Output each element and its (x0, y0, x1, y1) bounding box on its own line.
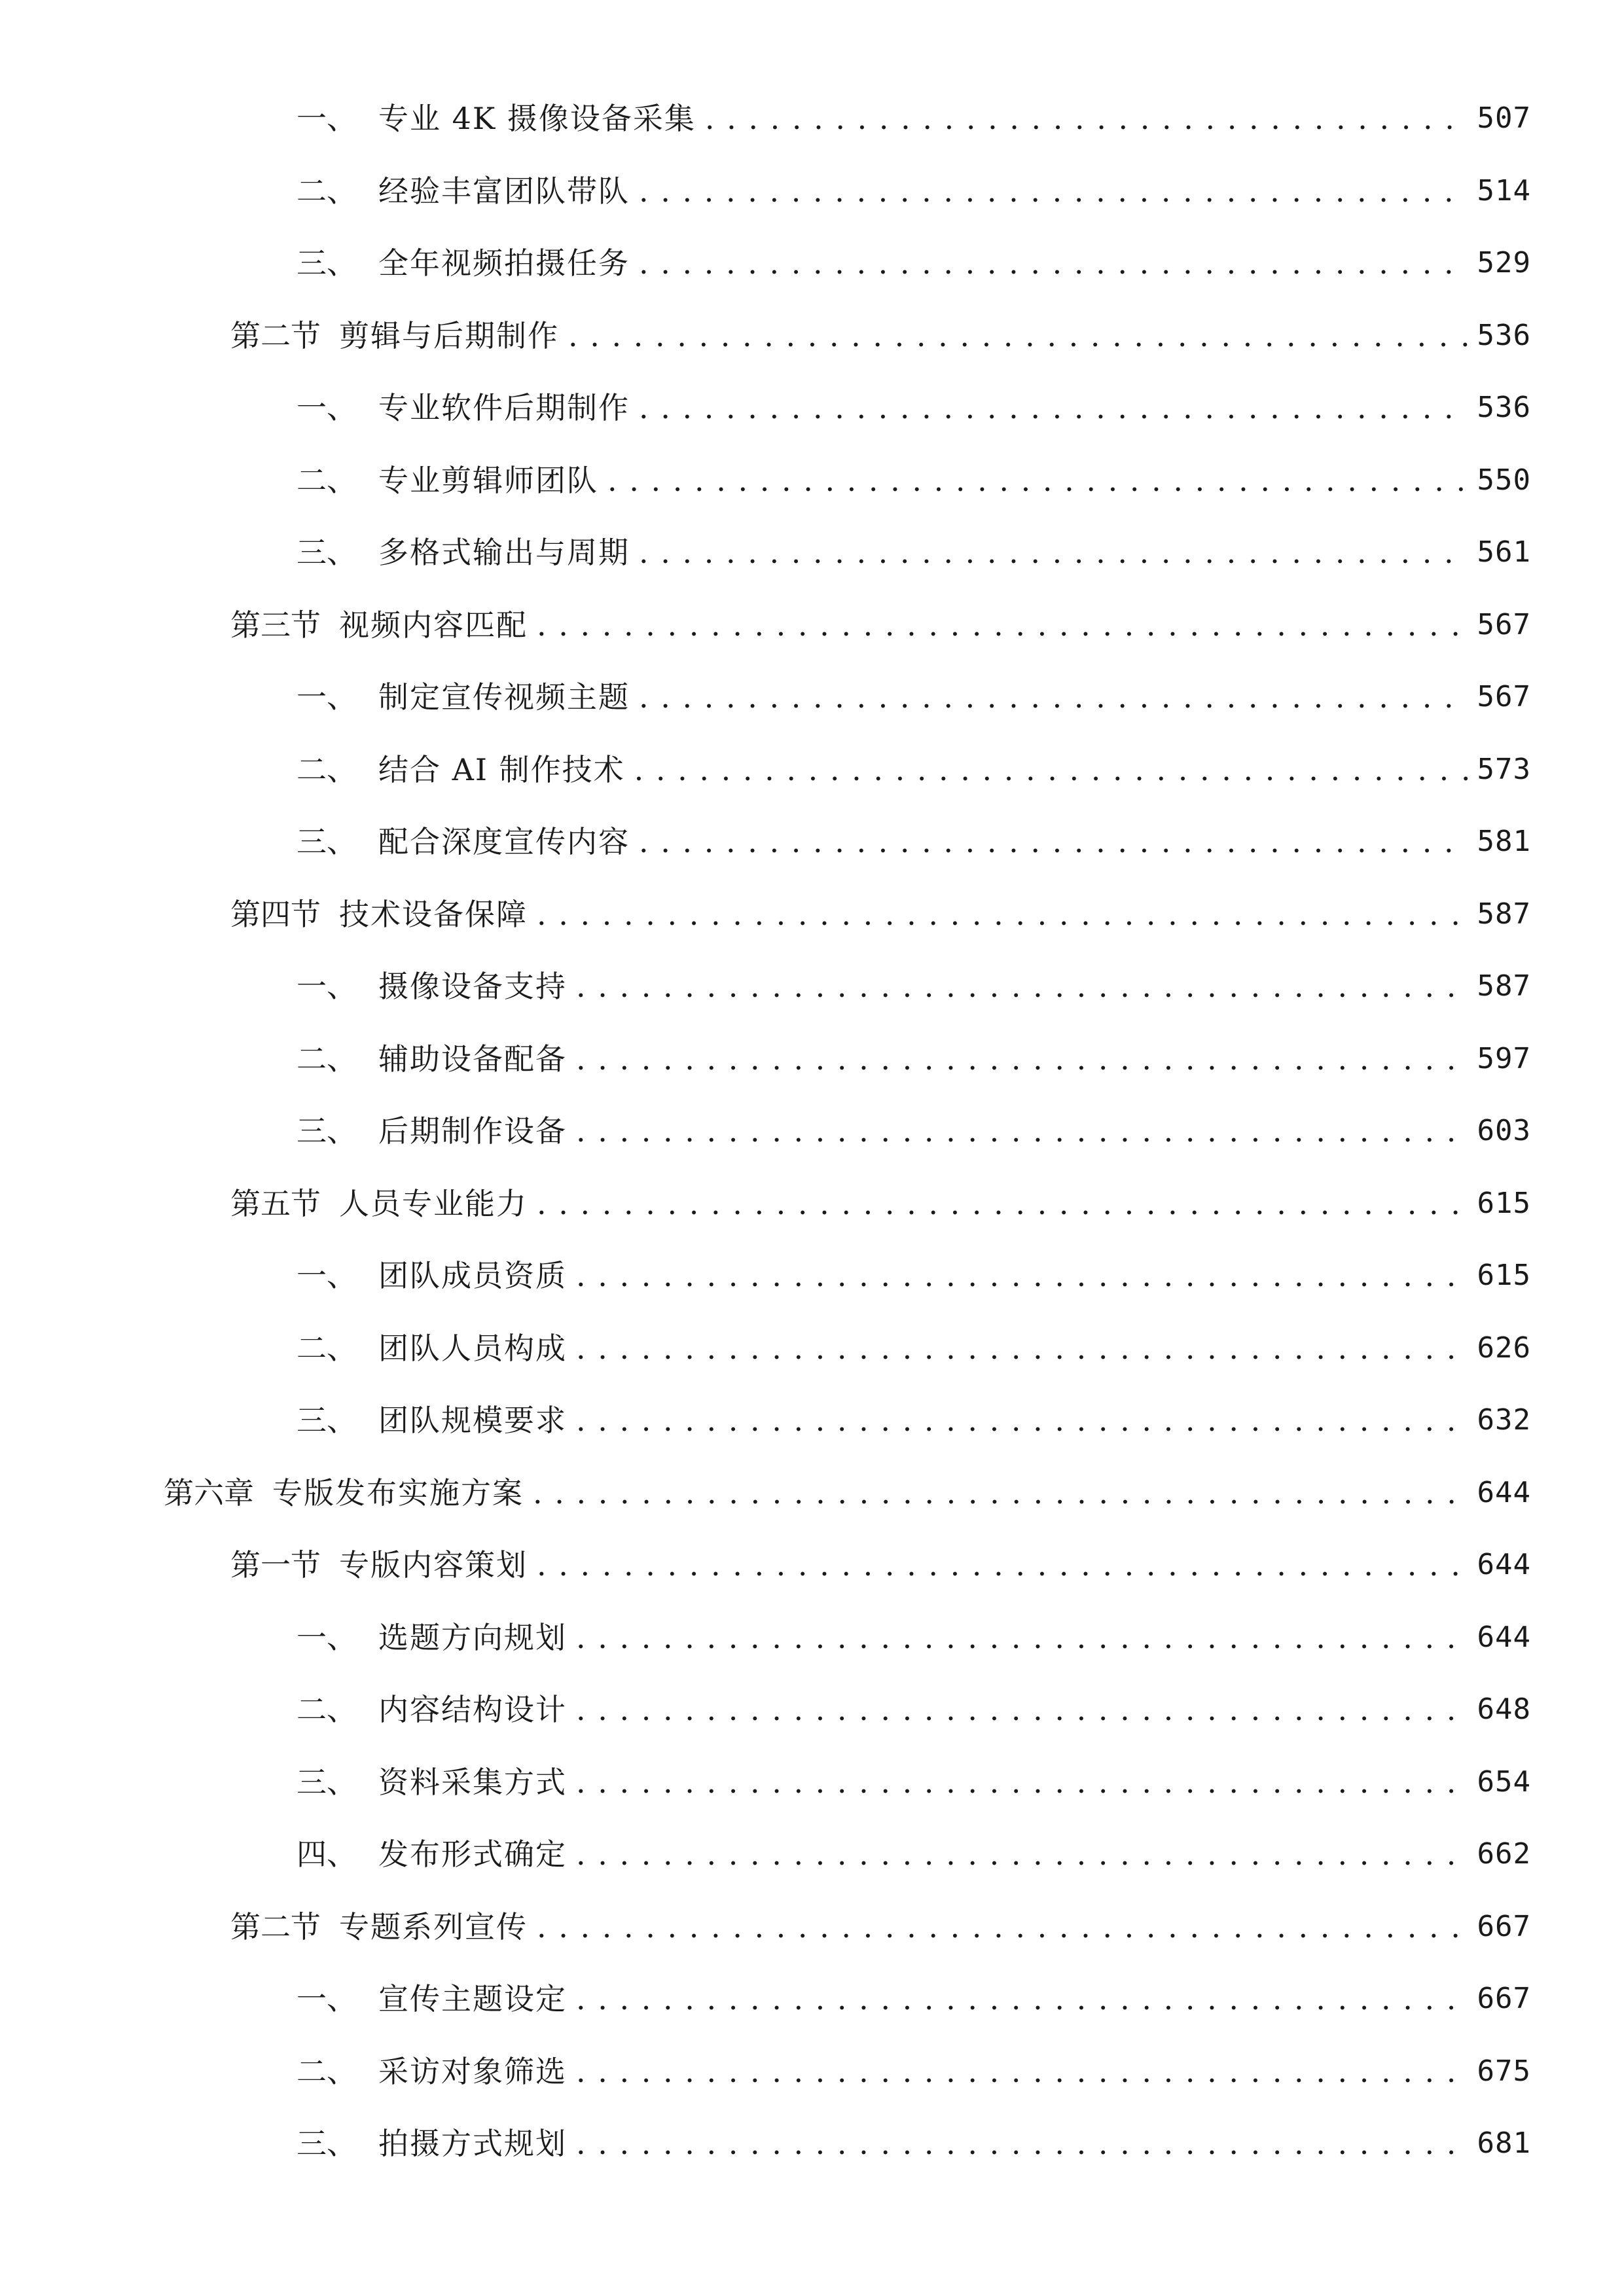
toc-dot-leader (639, 671, 1468, 723)
toc-entry-number: 三、 (297, 2126, 357, 2161)
toc-dot-leader (533, 1467, 1468, 1519)
toc-entry-title: 宣传主题设定 (378, 1981, 567, 2017)
toc-entry[interactable] (0, 1249, 1531, 1302)
toc-entry-title: 后期制作设备 (378, 1113, 567, 1149)
toc-section-page: 644 (1477, 1548, 1531, 1581)
toc-entry-page: 573 (1477, 753, 1531, 786)
toc-entry-number: 一、 (297, 1620, 357, 1655)
toc-dot-leader (576, 1105, 1468, 1157)
toc-dot-leader (639, 237, 1468, 289)
toc-entry-page: 662 (1477, 1837, 1531, 1871)
toc-dot-leader (576, 1973, 1468, 2025)
toc-entry[interactable] (0, 1394, 1531, 1446)
toc-dot-leader (576, 2045, 1468, 2098)
toc-dot-leader (576, 1828, 1468, 1880)
toc-entry-number: 二、 (297, 752, 357, 787)
toc-entry[interactable] (0, 454, 1531, 507)
toc-entry-page: 667 (1477, 1982, 1531, 2015)
toc-entry-number: 三、 (297, 535, 357, 570)
toc-entry[interactable] (0, 92, 1531, 145)
toc-section-title: 剪辑与后期制作 (339, 318, 559, 353)
toc-entry-number: 二、 (297, 1041, 357, 1077)
toc-entry-page: 675 (1477, 2054, 1531, 2088)
toc-entry-title: 采访对象筛选 (378, 2054, 567, 2089)
toc-section-number: 第五节 (230, 1186, 321, 1221)
toc-entry-title: 内容结构设计 (378, 1692, 567, 1727)
toc-entry-title: 经验丰富团队带队 (378, 173, 630, 209)
toc-entry-number: 三、 (297, 1113, 357, 1149)
toc-entry-number: 三、 (297, 1403, 357, 1438)
toc-entry-title: 结合 AI 制作技术 (378, 752, 625, 787)
toc-entry[interactable] (0, 382, 1531, 434)
toc-dot-leader (639, 382, 1468, 434)
toc-entry[interactable] (0, 1683, 1531, 1736)
toc-entry-page: 561 (1477, 535, 1531, 569)
toc-dot-leader (537, 599, 1468, 651)
toc-entry[interactable] (0, 2117, 1531, 2170)
toc-entry-number: 二、 (297, 173, 357, 209)
toc-dot-leader (705, 92, 1468, 145)
toc-entry-title: 摄像设备支持 (378, 969, 567, 1004)
toc-dot-leader (634, 744, 1468, 796)
toc-dot-leader (576, 1322, 1468, 1374)
toc-section-number: 第三节 (230, 607, 321, 643)
toc-section-page: 536 (1477, 319, 1531, 352)
toc-chapter-title: 专版发布实施方案 (272, 1475, 524, 1511)
toc-entry[interactable] (0, 1611, 1531, 1664)
toc-entry-number: 一、 (297, 390, 357, 425)
toc-chapter-number: 第六章 (164, 1475, 254, 1511)
toc-entry-number: 三、 (297, 1765, 357, 1800)
toc-section-page: 615 (1477, 1187, 1531, 1220)
toc-dot-leader (607, 454, 1468, 507)
toc-entry-number: 一、 (297, 969, 357, 1004)
toc-entry-page: 514 (1477, 174, 1531, 207)
toc-section-title: 人员专业能力 (339, 1186, 528, 1221)
toc-entry-page: 536 (1477, 391, 1531, 424)
toc-entry-page: 529 (1477, 246, 1531, 279)
toc-dot-leader (639, 165, 1468, 217)
toc-entry-title: 辅助设备配备 (378, 1041, 567, 1077)
toc-dot-leader (576, 1683, 1468, 1736)
toc-entry[interactable] (0, 744, 1531, 796)
toc-dot-leader (576, 1611, 1468, 1664)
toc-section-entry[interactable] (0, 888, 1531, 941)
toc-entry-number: 一、 (297, 1981, 357, 2017)
toc-section-title: 视频内容匹配 (339, 607, 528, 643)
toc-section-page: 567 (1477, 608, 1531, 641)
toc-entry-number: 二、 (297, 2054, 357, 2089)
toc-dot-leader (576, 2117, 1468, 2170)
toc-entry-title: 团队人员构成 (378, 1331, 567, 1366)
toc-entry-number: 二、 (297, 1331, 357, 1366)
toc-entry[interactable] (0, 526, 1531, 579)
toc-entry[interactable] (0, 671, 1531, 723)
toc-entry-title: 专业剪辑师团队 (378, 463, 598, 498)
toc-dot-leader (537, 888, 1468, 941)
toc-entry-page: 587 (1477, 969, 1531, 1003)
toc-entry-page: 632 (1477, 1403, 1531, 1437)
toc-entry-page: 567 (1477, 680, 1531, 713)
toc-entry-title: 资料采集方式 (378, 1765, 567, 1800)
toc-chapter-page: 644 (1477, 1476, 1531, 1509)
toc-dot-leader (537, 1177, 1468, 1230)
toc-section-number: 第四节 (230, 897, 321, 932)
toc-entry-number: 一、 (297, 679, 357, 715)
toc-entry[interactable] (0, 1322, 1531, 1374)
toc-dot-leader (537, 1901, 1468, 1953)
toc-entry-number: 二、 (297, 1692, 357, 1727)
toc-entry-title: 专业软件后期制作 (378, 390, 630, 425)
toc-section-entry[interactable] (0, 1901, 1531, 1953)
toc-entry-title: 专业 4K 摄像设备采集 (378, 101, 696, 136)
toc-entry-title: 拍摄方式规划 (378, 2126, 567, 2161)
toc-entry-page: 615 (1477, 1259, 1531, 1292)
toc-dot-leader (537, 1539, 1468, 1591)
toc-entry[interactable] (0, 1973, 1531, 2025)
toc-dot-leader (576, 1033, 1468, 1085)
toc-entry-page: 644 (1477, 1621, 1531, 1654)
toc-section-number: 第二节 (230, 1909, 321, 1945)
toc-entry[interactable] (0, 237, 1531, 289)
toc-entry[interactable] (0, 816, 1531, 868)
toc-entry-page: 681 (1477, 2126, 1531, 2160)
toc-section-entry[interactable] (0, 1539, 1531, 1591)
toc-section-entry[interactable] (0, 599, 1531, 651)
toc-entry[interactable] (0, 1033, 1531, 1085)
toc-section-page: 587 (1477, 897, 1531, 931)
toc-section-number: 第一节 (230, 1547, 321, 1583)
toc-entry-page: 603 (1477, 1114, 1531, 1147)
toc-dot-leader (576, 1394, 1468, 1446)
toc-entry-number: 一、 (297, 1258, 357, 1293)
toc-dot-leader (576, 1249, 1468, 1302)
toc-entry-title: 配合深度宣传内容 (378, 824, 630, 859)
toc-chapter-entry[interactable] (0, 1467, 1531, 1519)
toc-entry-page: 654 (1477, 1765, 1531, 1799)
toc-entry-number: 一、 (297, 101, 357, 136)
toc-entry-number: 四、 (297, 1837, 357, 1872)
toc-section-title: 专题系列宣传 (339, 1909, 528, 1945)
toc-entry[interactable] (0, 165, 1531, 217)
toc-entry-page: 507 (1477, 101, 1531, 135)
toc-dot-leader (639, 526, 1468, 579)
toc-entry-page: 597 (1477, 1042, 1531, 1075)
toc-entry-number: 三、 (297, 245, 357, 281)
toc-entry-number: 三、 (297, 824, 357, 859)
toc-entry[interactable] (0, 1756, 1531, 1808)
toc-entry[interactable] (0, 1828, 1531, 1880)
toc-section-title: 专版内容策划 (339, 1547, 528, 1583)
toc-dot-leader (576, 1756, 1468, 1808)
toc-entry-title: 团队成员资质 (378, 1258, 567, 1293)
toc-dot-leader (639, 816, 1468, 868)
toc-entry-title: 多格式输出与周期 (378, 535, 630, 570)
toc-entry[interactable] (0, 960, 1531, 1013)
toc-entry[interactable] (0, 1105, 1531, 1157)
toc-entry-title: 发布形式确定 (378, 1837, 567, 1872)
toc-section-entry[interactable] (0, 1177, 1531, 1230)
toc-entry-title: 团队规模要求 (378, 1403, 567, 1438)
toc-dot-leader (568, 310, 1468, 362)
toc-entry[interactable] (0, 2045, 1531, 2098)
toc-dot-leader (576, 960, 1468, 1013)
toc-entry-page: 550 (1477, 463, 1531, 497)
toc-entry-page: 626 (1477, 1331, 1531, 1365)
toc-section-page: 667 (1477, 1910, 1531, 1943)
toc-section-entry[interactable] (0, 310, 1531, 362)
toc-section-title: 技术设备保障 (339, 897, 528, 932)
toc-entry-number: 二、 (297, 463, 357, 498)
toc-entry-title: 选题方向规划 (378, 1620, 567, 1655)
toc-entry-page: 648 (1477, 1693, 1531, 1726)
toc-entry-title: 制定宣传视频主题 (378, 679, 630, 715)
toc-section-number: 第二节 (230, 318, 321, 353)
toc-entry-title: 全年视频拍摄任务 (378, 245, 630, 281)
toc-entry-page: 581 (1477, 825, 1531, 858)
